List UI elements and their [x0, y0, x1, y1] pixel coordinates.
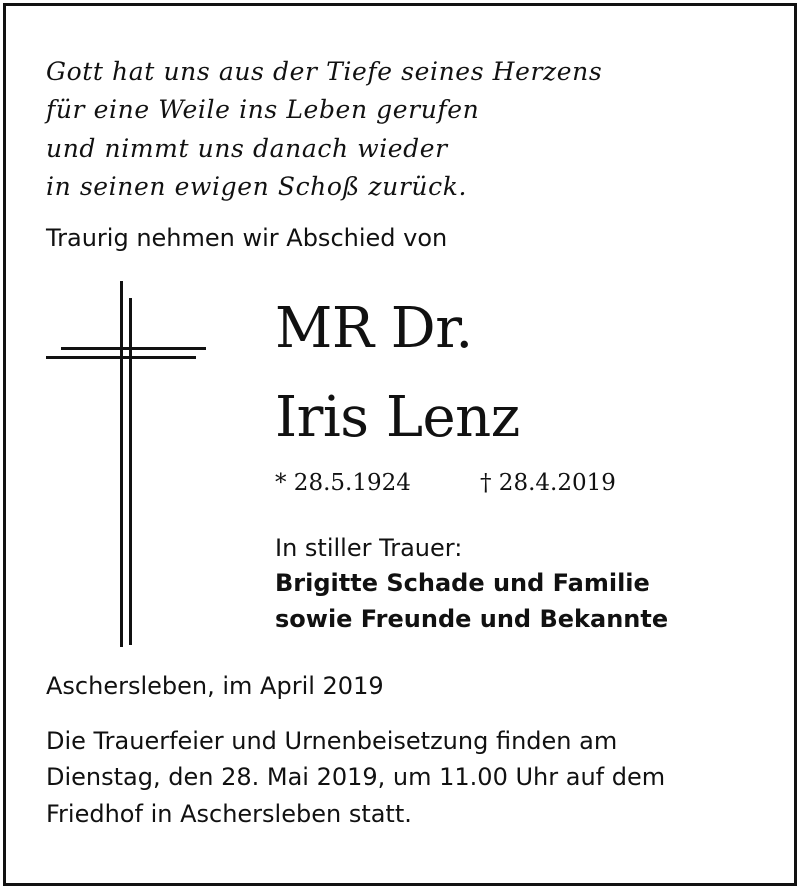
poem-line: in seinen ewigen Schoß zurück.	[46, 172, 467, 201]
poem-line: Gott hat uns aus der Tiefe seines Herzens	[46, 57, 603, 86]
mourners-family: Brigitte Schade und Familie	[275, 569, 650, 597]
ceremony-line: Dienstag, den 28. Mai 2019, um 11.00 Uhr auf dem	[46, 763, 666, 791]
place-date: Aschersleben, im April 2019	[46, 672, 384, 700]
poem-line: und nimmt uns danach wieder	[46, 134, 448, 163]
mourners-heading: In stiller Trauer:	[275, 534, 463, 562]
deceased-name: Iris Lenz	[275, 385, 520, 450]
ceremony-line: Friedhof in Aschersleben statt.	[46, 800, 412, 828]
mourners-friends: sowie Freunde und Bekannte	[275, 605, 669, 633]
death-date: † 28.4.2019	[480, 470, 616, 496]
ceremony-line: Die Trauerfeier und Urnenbeisetzung finden am	[46, 727, 618, 755]
birth-date: * 28.5.1924	[275, 470, 411, 496]
deceased-title: MR Dr.	[275, 296, 473, 361]
intro-text: Traurig nehmen wir Abschied von	[46, 224, 448, 252]
poem-line: für eine Weile ins Leben gerufen	[46, 95, 480, 124]
